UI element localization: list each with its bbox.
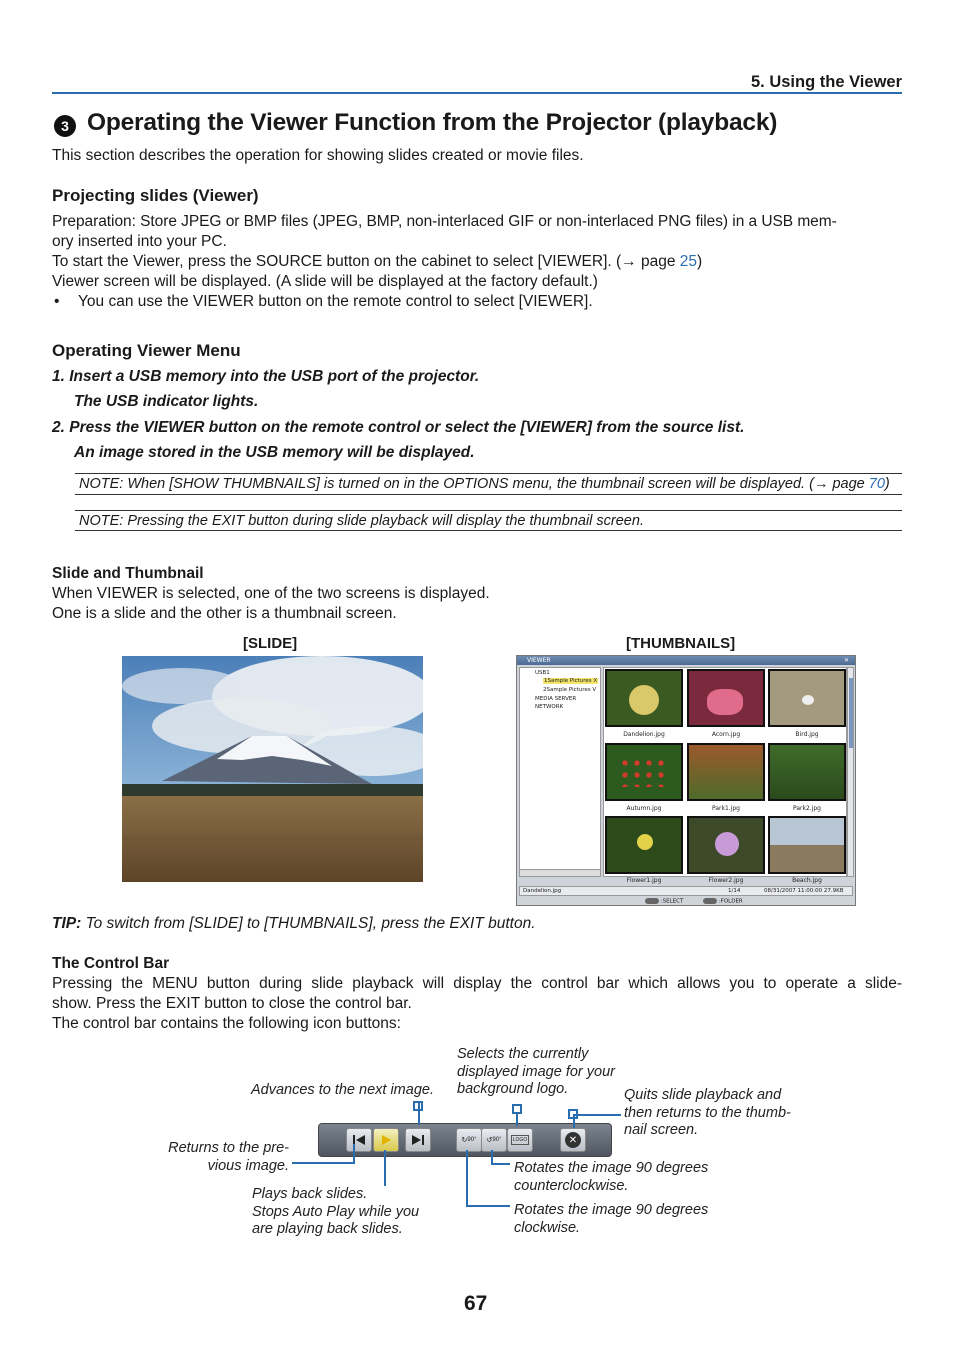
next-button[interactable] — [405, 1128, 431, 1152]
rotate-ccw-button[interactable] — [481, 1128, 507, 1152]
exit-icon: ✕ — [565, 1132, 581, 1148]
note1-bottom-rule — [75, 494, 902, 495]
callout-play-line2: Stops Auto Play while you — [252, 1203, 420, 1220]
callout-ccw-line1: Rotates the image 90 degrees — [514, 1160, 709, 1176]
bullet-text: You can use the VIEWER button on the remote control to select [VIEWER]. — [78, 293, 593, 310]
rotate-cw-label: 90° — [467, 1137, 477, 1143]
thumbnail-6[interactable] — [768, 743, 846, 801]
thumbnail-screen — [516, 655, 856, 906]
exit-key-icon — [703, 898, 717, 904]
control-bar-line2: show. Press the EXIT button to close the control bar. — [52, 995, 412, 1012]
projecting-line4: Viewer screen will be displayed. (A slide will be displayed at the factory default.) — [52, 273, 598, 290]
intro-text: This section describes the operation for showing slides created or movie files. — [52, 147, 584, 164]
tip-text: To switch from [SLIDE] to [THUMBNAILS], press the EXIT button. — [81, 915, 536, 932]
page-number: 67 — [464, 1292, 488, 1315]
thumbnail-label: Park1.jpg — [712, 805, 740, 812]
slide-thumb-line2: One is a slide and the other is a thumbnail screen. — [52, 605, 397, 622]
tree-folder-1[interactable]: 1Sample Pictures X — [544, 678, 598, 684]
leader-next-tip — [413, 1101, 423, 1111]
folder-tree — [519, 667, 601, 877]
rotate-ccw-icon: ↺ — [486, 1137, 493, 1144]
step2-result: An image stored in the USB memory will be displayed. — [74, 444, 475, 461]
note1-text: NOTE: When [SHOW THUMBNAILS] is turned on in the OPTIONS menu, the thumbnail screen will be displayed. (→ page — [79, 476, 869, 492]
hint-folder: :FOLDER — [718, 898, 743, 905]
running-header: 5. Using the Viewer — [751, 73, 902, 91]
menu-heading: Operating Viewer Menu — [52, 341, 241, 360]
close-icon[interactable]: ✕ — [843, 658, 849, 664]
thumbnail-label: Dandelion.jpg — [623, 731, 665, 738]
thumbnail-label: Autumn.jpg — [626, 805, 662, 812]
rotate-cw-button[interactable] — [456, 1128, 482, 1152]
callout-logo-line2: displayed image for your — [457, 1063, 615, 1080]
callout-cw-line1: Rotates the image 90 degrees — [514, 1202, 709, 1218]
callout-quit — [624, 1087, 791, 1140]
thumbnail-2[interactable] — [687, 669, 765, 727]
viewer-title: VIEWER — [527, 657, 551, 664]
projecting-line3-close: ) — [697, 253, 703, 270]
callout-quit-line3: nail screen. — [624, 1122, 699, 1138]
hint-bar — [645, 898, 743, 905]
thumbnail-1[interactable] — [605, 669, 683, 727]
callout-quit-line1: Quits slide playback and — [624, 1087, 782, 1103]
step1-result: The USB indicator lights. — [74, 393, 259, 410]
thumbnails-label: [THUMBNAILS] — [626, 635, 736, 652]
note2: NOTE: Pressing the EXIT button during slide playback will display the thumbnail screen. — [79, 513, 644, 529]
projecting-line3-text: To start the Viewer, press the SOURCE button on the cabinet to select [VIEWER]. (→ page — [52, 253, 680, 270]
callout-play-line3: are playing back slides. — [252, 1221, 403, 1237]
callout-play — [252, 1186, 419, 1239]
thumbnail-label: Park2.jpg — [793, 805, 821, 812]
thumbnail-9[interactable] — [768, 816, 846, 874]
callout-next: Advances to the next image. — [251, 1082, 434, 1098]
step1: 1. Insert a USB memory into the USB port of the projector. — [52, 368, 480, 385]
thumbnail-7[interactable] — [605, 816, 683, 874]
thumbnail-label: Flower2.jpg — [708, 877, 744, 884]
leader-play — [384, 1150, 386, 1186]
page-link-70[interactable]: 70 — [868, 476, 885, 492]
leader-cw — [466, 1150, 510, 1207]
callout-logo-line1: Selects the currently — [457, 1046, 589, 1062]
thumbnail-8[interactable] — [687, 816, 765, 874]
section-number: 3 — [61, 118, 69, 134]
projecting-line2: ory inserted into your PC. — [52, 233, 227, 250]
leader-logo-tip — [512, 1104, 522, 1114]
enter-key-icon — [645, 898, 659, 904]
tree-usb1[interactable]: USB1 — [535, 670, 550, 676]
tip — [52, 914, 536, 934]
page-link-25[interactable]: 25 — [679, 253, 698, 270]
logo-button[interactable] — [507, 1128, 533, 1152]
thumbnail-label: Acorn.jpg — [711, 731, 741, 738]
thumbnail-4[interactable] — [605, 743, 683, 801]
callout-prev-line2: vious image. — [207, 1157, 289, 1174]
control-bar-line3: The control bar contains the following icon buttons: — [52, 1015, 401, 1032]
callout-ccw-line2: counterclockwise. — [514, 1177, 629, 1194]
callout-ccw — [514, 1160, 708, 1195]
status-bar — [519, 886, 853, 896]
thumbnail-5[interactable] — [687, 743, 765, 801]
grid-scrollbar[interactable] — [847, 667, 854, 877]
callout-logo — [457, 1046, 615, 1099]
leader-prev — [292, 1144, 355, 1164]
thumbnail-label: Flower1.jpg — [626, 877, 662, 884]
control-bar-line1: Pressing the MENU button during slide playback will display the control bar which allows you to operate a slide- — [52, 975, 902, 992]
next-icon — [410, 1133, 426, 1147]
note1-close: ) — [884, 476, 890, 492]
slide-thumb-heading: Slide and Thumbnail — [52, 565, 204, 582]
slide-photo — [122, 656, 423, 882]
thumbnail-label: Bird.jpg — [795, 731, 819, 738]
exit-button[interactable] — [560, 1128, 586, 1152]
play-icon — [378, 1133, 394, 1147]
thumbnail-grid — [603, 667, 847, 884]
leader-quit-tip — [568, 1109, 578, 1119]
rotate-cw-icon: ↻ — [461, 1137, 468, 1144]
tip-label: TIP: — [52, 915, 82, 932]
slide-thumb-line1: When VIEWER is selected, one of the two screens is displayed. — [52, 585, 490, 602]
thumbnail-label: Beach.jpg — [792, 877, 822, 884]
callout-prev — [165, 1140, 289, 1175]
status-file: Dandelion.jpg — [523, 888, 562, 894]
step2: 2. Press the VIEWER button on the remote control or select the [VIEWER] from the source list. — [52, 419, 745, 436]
tree-network[interactable]: NETWORK — [535, 704, 564, 710]
projecting-line1: Preparation: Store JPEG or BMP files (JPEG, BMP, non-interlaced GIF or non-interlaced PNG files) in a USB mem- — [52, 213, 837, 230]
rotate-ccw-label: 90° — [492, 1137, 502, 1143]
control-bar-heading: The Control Bar — [52, 955, 170, 972]
hint-select: :SELECT — [660, 898, 684, 905]
section-number-badge — [54, 115, 76, 137]
projecting-heading: Projecting slides (Viewer) — [52, 186, 259, 205]
leader-quit — [573, 1114, 621, 1128]
viewer-titlebar — [517, 656, 855, 665]
bullet-mark: • — [54, 293, 60, 310]
logo-label: LOGO — [512, 1137, 528, 1143]
tree-folder-2[interactable]: 2Sample Pictures V — [543, 687, 597, 693]
page-title: Operating the Viewer Function from the Projector (playback) — [87, 109, 778, 136]
note1 — [79, 474, 890, 494]
status-date: 08/31/2007 11:00:00 27.9KB — [764, 888, 844, 894]
thumbnail-3[interactable] — [768, 669, 846, 727]
callout-prev-line1: Returns to the pre- — [168, 1140, 289, 1156]
callout-cw — [514, 1202, 708, 1237]
header-rule — [52, 92, 902, 94]
status-count: 1/14 — [728, 888, 741, 894]
tree-scrollbar[interactable] — [520, 869, 600, 876]
projecting-line3 — [52, 252, 702, 272]
callout-play-line1: Plays back slides. — [252, 1186, 368, 1202]
callout-logo-line3: background logo. — [457, 1081, 569, 1097]
callout-quit-line2: then returns to the thumb- — [624, 1104, 791, 1121]
play-button[interactable] — [373, 1128, 399, 1152]
note2-bottom-rule — [75, 530, 902, 531]
callout-cw-line2: clockwise. — [514, 1219, 581, 1236]
leader-logo — [516, 1114, 518, 1126]
tree-media-server[interactable]: MEDIA SERVER — [535, 696, 577, 702]
slide-label: [SLIDE] — [243, 635, 298, 652]
